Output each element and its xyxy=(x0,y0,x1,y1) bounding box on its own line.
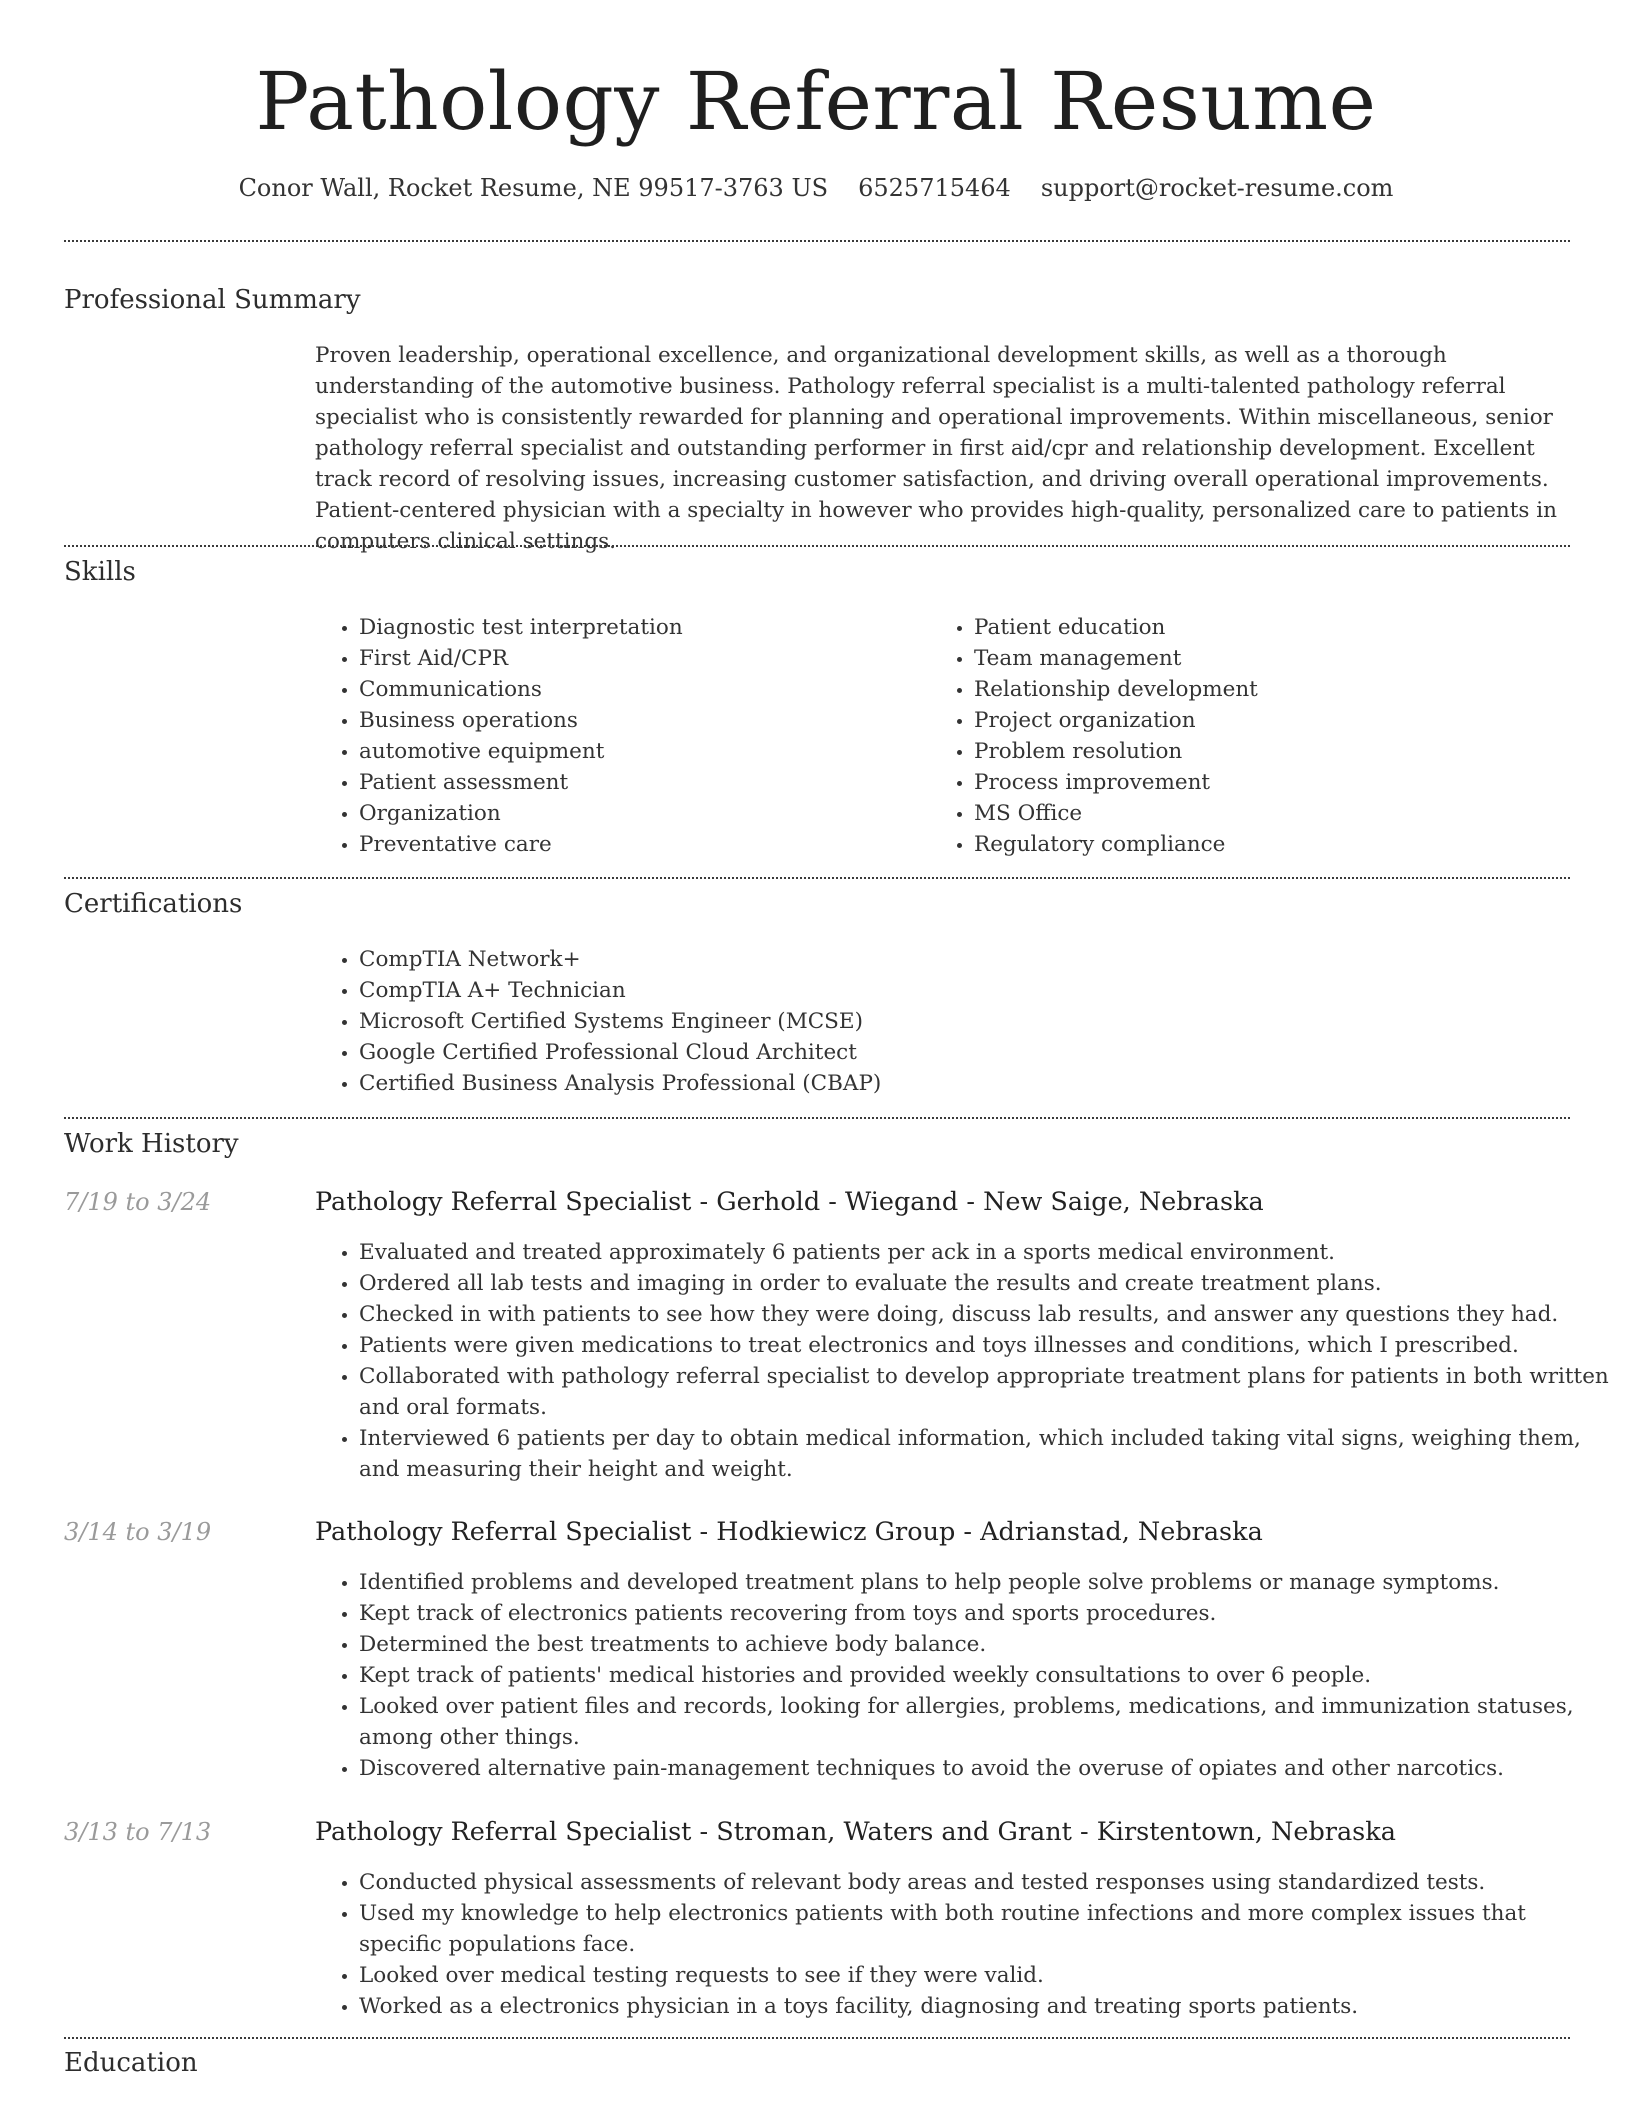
job-bullet: • Evaluated and treated approximately 6 patients per ack in a sports medical environment. xyxy=(359,1237,1614,1268)
section-title-education: Education xyxy=(64,2048,198,2078)
job-title: Pathology Referral Specialist - Gerhold - Wiegand - New Saige, Nebraska xyxy=(315,1187,1264,1217)
skill-item: • Problem resolution xyxy=(974,736,1574,767)
skill-item: • Team management xyxy=(974,643,1574,674)
skills-list-right xyxy=(930,612,1574,860)
skill-item: • Project organization xyxy=(974,705,1574,736)
job-bullet: • Kept track of patients' medical histories and provided weekly consultations to over 6 people. xyxy=(359,1660,1614,1691)
contact-email: support@rocket-resume.com xyxy=(1040,174,1394,202)
job-bullets xyxy=(315,1867,1614,2022)
divider xyxy=(64,1117,1570,1119)
skill-item: • Patient assessment xyxy=(359,767,929,798)
job-bullets xyxy=(315,1237,1614,1485)
certification-item: • Google Certified Professional Cloud Architect xyxy=(359,1037,881,1068)
job-bullet: • Patients were given medications to treat electronics and toys illnesses and conditions, which I prescribed. xyxy=(359,1330,1614,1361)
skill-item: • Process improvement xyxy=(974,767,1574,798)
job-bullet: • Worked as a electronics physician in a toys facility, diagnosing and treating sports patients. xyxy=(359,1991,1614,2022)
contact-phone: 6525715464 xyxy=(858,174,1011,202)
skill-item: • MS Office xyxy=(974,798,1574,829)
job-bullet: • Used my knowledge to help electronics patients with both routine infections and more complex issues that specific populations face. xyxy=(359,1898,1614,1960)
divider xyxy=(64,2037,1570,2039)
job-dates: 7/19 to 3/24 xyxy=(64,1188,212,1216)
job-dates: 3/14 to 3/19 xyxy=(64,1518,212,1546)
section-title-work-history: Work History xyxy=(64,1129,239,1159)
skill-item: • Communications xyxy=(359,674,929,705)
skill-item: • First Aid/CPR xyxy=(359,643,929,674)
skill-item: • Regulatory compliance xyxy=(974,829,1574,860)
contact-address: Conor Wall, Rocket Resume, NE 99517-3763 US xyxy=(238,174,829,202)
job-bullet: • Determined the best treatments to achieve body balance. xyxy=(359,1629,1614,1660)
job-bullets xyxy=(315,1567,1614,1784)
certification-item: • Microsoft Certified Systems Engineer (MCSE) xyxy=(359,1006,881,1037)
skill-item: • Patient education xyxy=(974,612,1574,643)
job-bullet: • Kept track of electronics patients recovering from toys and sports procedures. xyxy=(359,1598,1614,1629)
certifications-list xyxy=(315,944,881,1099)
section-title-skills: Skills xyxy=(64,557,136,587)
job-bullet: • Conducted physical assessments of relevant body areas and tested responses using standardized tests. xyxy=(359,1867,1614,1898)
job-bullet: • Ordered all lab tests and imaging in order to evaluate the results and create treatment plans. xyxy=(359,1268,1614,1299)
skill-item: • Relationship development xyxy=(974,674,1574,705)
section-title-summary: Professional Summary xyxy=(64,285,361,315)
skill-item: • Business operations xyxy=(359,705,929,736)
divider xyxy=(64,545,1570,547)
job-bullet: • Checked in with patients to see how they were doing, discuss lab results, and answer any questions they had. xyxy=(359,1299,1614,1330)
job-bullet: • Looked over patient files and records, looking for allergies, problems, medications, and immunization statuses, among other things. xyxy=(359,1691,1614,1753)
job-bullet: • Looked over medical testing requests to see if they were valid. xyxy=(359,1960,1614,1991)
skill-item: • Preventative care xyxy=(359,829,929,860)
job-bullet: • Identified problems and developed treatment plans to help people solve problems or manage symptoms. xyxy=(359,1567,1614,1598)
job-title: Pathology Referral Specialist - Hodkiewicz Group - Adrianstad, Nebraska xyxy=(315,1517,1263,1547)
certification-item: • CompTIA Network+ xyxy=(359,944,881,975)
summary-text: Proven leadership, operational excellence, and organizational development skills, as well as a thorough understanding of the automotive business. Pathology referral specialist is a multi-talented pathology referral specialist who is consistently rewarded for planning and operational improvements. Within miscellaneous, senior pathology referral specialist and outstanding performer in first aid/cpr and relationship development. Excellent track record of resolving issues, increasing customer satisfaction, and driving overall operational improvements. Patient-centered physician with a specialty in however who provides high-quality, personalized care to patients in computers clinical settings. xyxy=(315,343,1558,554)
section-title-certifications: Certifications xyxy=(64,889,243,919)
contact-line xyxy=(0,170,1632,206)
skill-item: • Organization xyxy=(359,798,929,829)
skill-item: • Diagnostic test interpretation xyxy=(359,612,929,643)
divider xyxy=(64,240,1570,242)
job-dates: 3/13 to 7/13 xyxy=(64,1818,212,1846)
job-title: Pathology Referral Specialist - Stroman, Waters and Grant - Kirstentown, Nebraska xyxy=(315,1817,1396,1847)
certification-item: • Certified Business Analysis Professional (CBAP) xyxy=(359,1068,881,1099)
skills-list-left xyxy=(315,612,929,860)
job-bullet: • Discovered alternative pain-management techniques to avoid the overuse of opiates and other narcotics. xyxy=(359,1753,1614,1784)
certification-item: • CompTIA A+ Technician xyxy=(359,975,881,1006)
job-bullet: • Collaborated with pathology referral specialist to develop appropriate treatment plans for patients in both written and oral formats. xyxy=(359,1361,1614,1423)
skill-item: • automotive equipment xyxy=(359,736,929,767)
page-title: Pathology Referral Resume xyxy=(255,55,1377,148)
job-bullet: • Interviewed 6 patients per day to obtain medical information, which included taking vital signs, weighing them, and measuring their height and weight. xyxy=(359,1423,1614,1485)
divider xyxy=(64,877,1570,879)
